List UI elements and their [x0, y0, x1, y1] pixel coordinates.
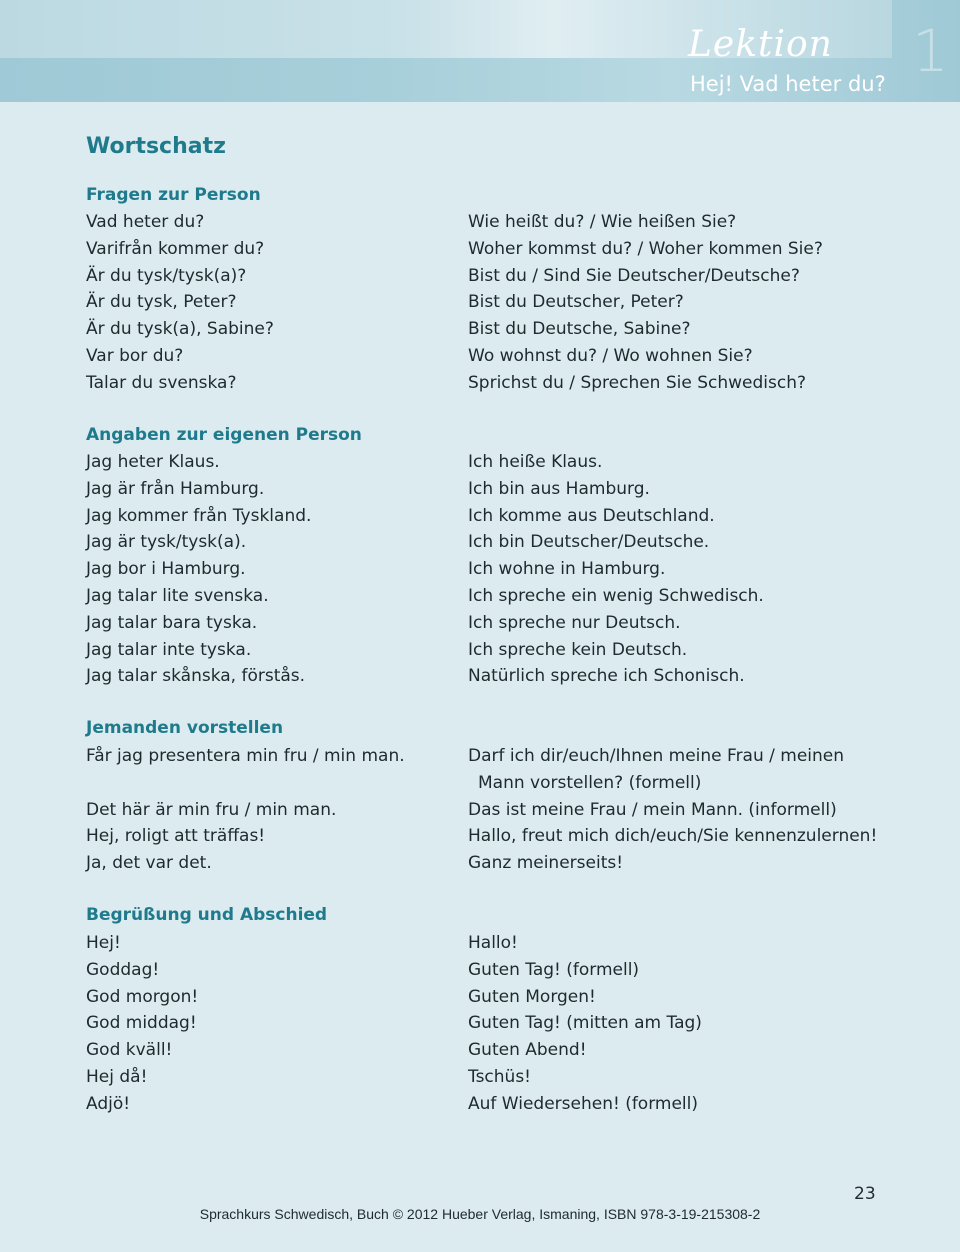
list-item: Hej! — [86, 933, 121, 953]
fragen-swedish-list — [86, 209, 274, 397]
page-number: 23 — [854, 1184, 876, 1204]
list-item: Hej då! — [86, 1066, 148, 1087]
list-item: God kväll! — [86, 1040, 173, 1061]
list-item: Ich wohne in Hamburg. — [468, 559, 666, 580]
vorstellen-swedish-list — [86, 743, 405, 877]
list-item: Guten Morgen! — [468, 986, 596, 1007]
section-heading-angaben: Angaben zur eigenen Person — [86, 425, 362, 445]
section-heading-fragen: Fragen zur Person — [86, 185, 261, 205]
list-item: Mann vorstellen? (formell) — [478, 772, 702, 793]
list-item: Darf ich dir/euch/Ihnen meine Frau / meinen — [468, 746, 845, 766]
list-item: Hallo, freut mich dich/euch/Sie kennenzulernen! — [468, 826, 878, 847]
list-item: Jag är från Hamburg. — [86, 478, 265, 499]
list-item: Jag talar lite svenska. — [86, 585, 269, 606]
lesson-subtitle: Hej! Vad heter du? — [690, 72, 886, 96]
list-item: Bist du / Sind Sie Deutscher/Deutsche? — [468, 265, 800, 286]
list-item: Är du tysk/tysk(a)? — [86, 265, 247, 286]
list-item: Natürlich spreche ich Schonisch. — [468, 666, 745, 687]
gruss-german-list — [468, 930, 702, 1118]
chapter-number: 1 — [912, 17, 949, 85]
list-item: Är du tysk(a), Sabine? — [86, 319, 274, 340]
list-item: Är du tysk, Peter? — [86, 292, 237, 313]
list-item: Wo wohnst du? / Wo wohnen Sie? — [468, 345, 753, 366]
list-item: Ich spreche ein wenig Schwedisch. — [468, 585, 764, 606]
list-item: Tschüs! — [468, 1066, 531, 1087]
list-item: Jag bor i Hamburg. — [86, 559, 246, 580]
list-item: Jag talar inte tyska. — [86, 639, 252, 660]
section-heading-gruss: Begrüßung und Abschied — [86, 905, 328, 925]
vorstellen-german-list — [468, 743, 877, 877]
list-item: Jag heter Klaus. — [86, 452, 220, 472]
list-item: Hej, roligt att träffas! — [86, 826, 266, 847]
list-item: Hallo! — [468, 933, 518, 953]
lektion-label: Lektion — [688, 24, 833, 65]
list-item: Jag är tysk/tysk(a). — [86, 532, 247, 553]
list-item: Talar du svenska? — [86, 372, 237, 393]
fragen-german-list — [468, 209, 823, 397]
list-item: Ja, det var det. — [86, 853, 212, 874]
list-item: Bist du Deutsche, Sabine? — [468, 319, 691, 340]
list-item: Ganz meinerseits! — [468, 853, 624, 874]
list-item: Bist du Deutscher, Peter? — [468, 292, 684, 313]
list-item: Guten Tag! (mitten am Tag) — [468, 1013, 702, 1034]
list-item: Auf Wiedersehen! (formell) — [468, 1093, 698, 1114]
list-item: Das ist meine Frau / mein Mann. (informell) — [468, 799, 837, 820]
gruss-swedish-list — [86, 930, 198, 1118]
list-item: Guten Abend! — [468, 1040, 587, 1061]
list-item: Ich komme aus Deutschland. — [468, 505, 715, 526]
list-item: Adjö! — [86, 1093, 131, 1114]
angaben-swedish-list — [86, 449, 311, 690]
list-item: Jag talar skånska, förstås. — [86, 666, 306, 687]
list-item: Vad heter du? — [86, 212, 205, 232]
list-item: Goddag! — [86, 959, 160, 980]
list-item: Jag talar bara tyska. — [86, 612, 258, 633]
list-item: Sprichst du / Sprechen Sie Schwedisch? — [468, 372, 807, 393]
page-title: Wortschatz — [86, 134, 226, 159]
list-item: Det här är min fru / min man. — [86, 799, 337, 820]
list-item: Woher kommst du? / Woher kommen Sie? — [468, 238, 823, 259]
list-item: Ich spreche kein Deutsch. — [468, 639, 688, 660]
footer-copyright: Sprachkurs Schwedisch, Buch © 2012 Hueber Verlag, Ismaning, ISBN 978-3-19-215308-2 — [199, 1206, 761, 1222]
list-item: Guten Tag! (formell) — [468, 959, 640, 980]
list-item-spacer — [86, 770, 405, 797]
list-item: God morgon! — [86, 986, 199, 1007]
list-item: Ich bin aus Hamburg. — [468, 478, 650, 499]
list-item: Var bor du? — [86, 345, 184, 366]
angaben-german-list — [468, 449, 764, 690]
list-item: Ich spreche nur Deutsch. — [468, 612, 681, 633]
list-item: God middag! — [86, 1013, 197, 1034]
list-item: Får jag presentera min fru / min man. — [86, 746, 405, 766]
section-heading-vorstellen: Jemanden vorstellen — [86, 718, 284, 738]
list-item: Wie heißt du? / Wie heißen Sie? — [468, 212, 737, 232]
list-item: Ich bin Deutscher/Deutsche. — [468, 532, 710, 553]
list-item: Ich heiße Klaus. — [468, 452, 603, 472]
list-item: Varifrån kommer du? — [86, 238, 265, 259]
list-item: Jag kommer från Tyskland. — [86, 505, 312, 526]
